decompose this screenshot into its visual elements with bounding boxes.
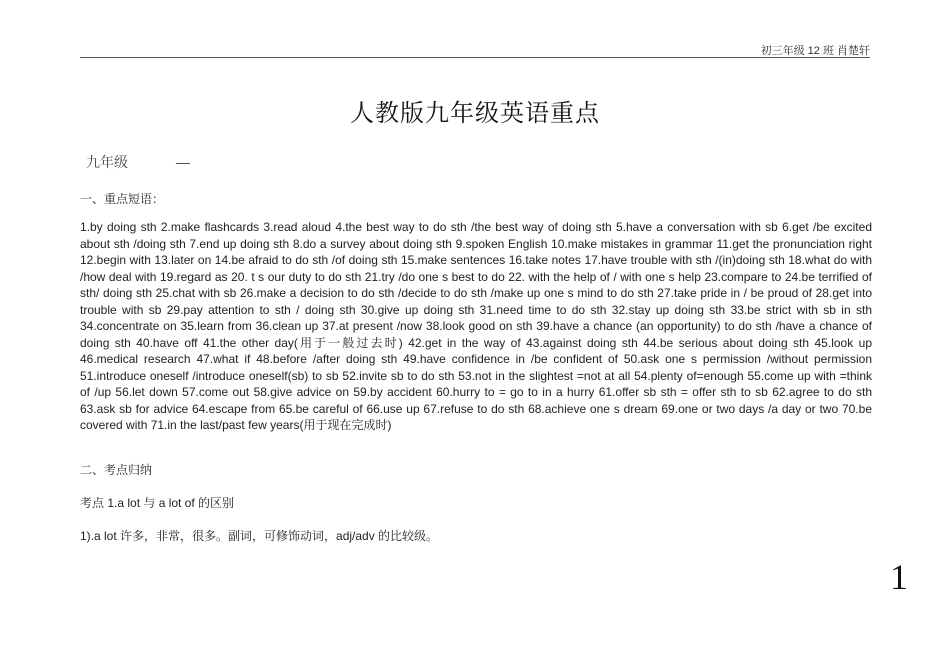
- section-heading-points: 二、考点归纳: [80, 463, 153, 477]
- document-title: 人教版九年级英语重点: [350, 100, 600, 127]
- grade-line: [86, 152, 190, 172]
- point-item: 1).a lot 许多，非常，很多。副词，可修饰动词，adj/adv 的比较级。: [80, 529, 439, 543]
- grade-label: 九年级: [86, 154, 128, 170]
- grade-dash: —: [175, 154, 190, 170]
- section-heading-phrases: 一、重点短语：: [80, 192, 165, 206]
- page-number: 1: [890, 557, 908, 597]
- phrase-list-paragraph: 1.by doing sth 2.make flashcards 3.read aloud 4.the best way to do sth /the best way of doing sth 5.have a conversation with sb 6.get /be excited about sth /doing sth 7.end up doing sth 8.do a survey about doing sth 9.spoken English 10.make mistakes in grammar 11.get the pronunciation right 12.begin with 13.later on 14.be afraid to do sth /of doing sth 15.make sentences 16.take notes 17.have trouble with sth /(in)doing sth 18.what do with /how deal with 19.regard as 20. t s our duty to do sth 21.try /do one s best to do 22. with the help of / with one s help 23.compare to 24.be terrified of sth/ doing sth 25.chat with sb 26.make a decision to do sth /decide to do sth /make up one s mind to do sth 27.take pride in / be proud of 28.get into trouble with sb 29.pay attention to sth / doing sth 30.give up doing sth 31.need time to do sth 32.stay up doing sth 33.be strict with sb in sth 34.concentrate on 35.learn from 36.clean up 37.at present /now 38.look good on sth 39.have a chance (an opportunity) to do sth /have a chance of doing sth 40.have off 41.the other day(用于一般过去时) 42.get in the way of 43.against doing sth 44.be serious about doing sth 45.look up 46.medical research 47.what if 48.before /after doing sth 49.have confidence in /be confident of 50.ask one s permission /without permission 51.introduce oneself /introduce oneself(sb) to sb 52.invite sb to do sth 53.not in the slightest =not at all 54.plenty of=enough 55.come up with =think of /up 56.let down 57.come out 58.give advice on 59.by accident 60.hurry to = go to in a hurry 61.offer sb sth = offer sth to sb 62.agree to do sth 63.ask sb for advice 64.escape from 65.be careful of 66.use up 67.refuse to do sth 68.achieve one s dream 69.one or two days /a day or two 70.be covered with 71.in the last/past few years(用于现在完成时): [80, 220, 872, 432]
- header-divider: [80, 57, 870, 58]
- point-heading: 考点 1.a lot 与 a lot of 的区别: [80, 496, 235, 510]
- header-note: 初三年级 12 班 肖楚轩: [760, 45, 870, 57]
